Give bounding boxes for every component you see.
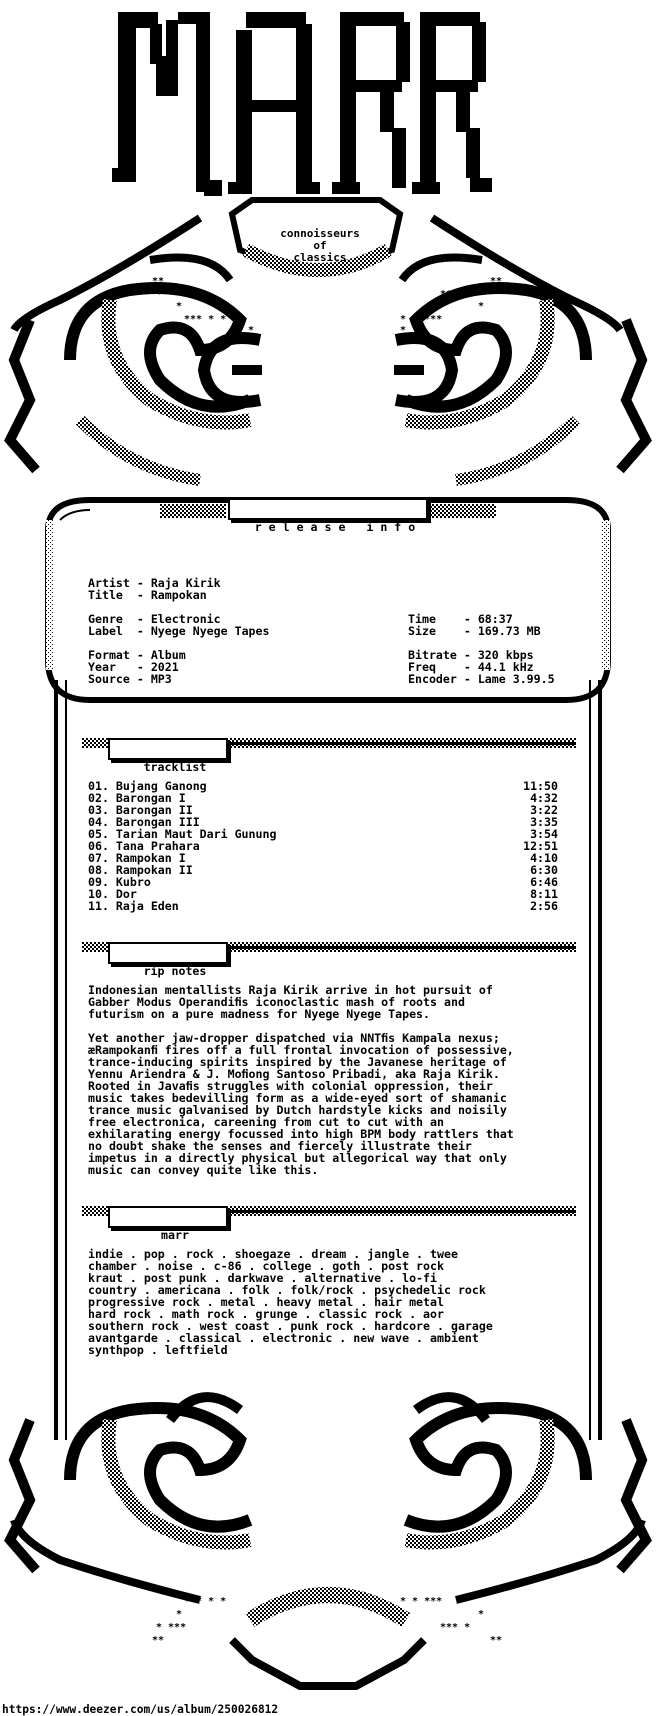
rip-notes-line: trance-inducing spirits inspired by the Javanese heritage of — [88, 1055, 507, 1069]
info-value: 68:37 — [477, 612, 513, 626]
info-value: 44.1 kHz — [477, 660, 534, 674]
track-duration: 2:56 — [530, 899, 558, 913]
track-duration: 3:54 — [530, 827, 558, 841]
genre-line: indie . pop . rock . shoegaze . dream . jangle . twee — [88, 1247, 458, 1261]
svg-text:**: ** — [152, 1635, 165, 1646]
track-title: 05. Tarian Maut Dari Gunung — [88, 827, 277, 841]
track-title: 09. Kubro — [88, 875, 151, 889]
info-value: 169.73 MB — [477, 624, 541, 638]
info-row — [88, 589, 270, 601]
track-title: 01. Bujang Ganong — [88, 779, 207, 793]
track-title: 07. Rampokan I — [88, 851, 186, 865]
track-duration: 3:35 — [530, 815, 558, 829]
info-key: Genre - — [88, 612, 151, 626]
info-row — [88, 673, 270, 685]
info-row — [408, 625, 555, 637]
track-duration: 11:50 — [523, 779, 558, 793]
info-key: Title - — [88, 588, 151, 602]
info-key: Label - — [88, 624, 151, 638]
tracklist-header — [108, 738, 228, 774]
info-key: Time - — [408, 612, 478, 626]
info-key: Artist - — [88, 576, 151, 590]
logo-marr — [112, 12, 492, 196]
genre-line: country . americana . folk . folk/rock . psychedelic rock — [88, 1283, 486, 1297]
rip-notes-line: free electronica, careening from cut to cut with an — [88, 1115, 444, 1129]
genre-line: avantgarde . classical . electronic . new wave . ambient — [88, 1331, 479, 1345]
track-row — [88, 876, 558, 888]
track-duration: 3:22 — [530, 803, 558, 817]
genre-list — [88, 1248, 493, 1356]
info-key: Freq - — [408, 660, 478, 674]
track-title: 02. Barongan I — [88, 791, 186, 805]
rip-notes-line: Rooted in Javaﬁs struggles with colonial oppression, their — [88, 1079, 493, 1093]
marr-header — [108, 1206, 228, 1242]
release-info-header — [228, 498, 428, 534]
rip-notes-line: Indonesian mentallists Raja Kirik arrive in hot pursuit of — [88, 983, 493, 997]
svg-text:*** *: *** * — [440, 1622, 471, 1633]
info-value: Nyege Nyege Tapes — [150, 624, 270, 638]
tagline — [270, 228, 370, 264]
genre-line: hard rock . math rock . grunge . classic rock . aor — [88, 1307, 444, 1321]
track-duration: 4:10 — [530, 851, 558, 865]
track-title: 04. Barongan III — [88, 815, 200, 829]
tagline-line: classics — [293, 251, 347, 264]
rip-notes-line: Yet another jaw-dropper dispatched via NNTﬁs Kampala nexus; — [88, 1031, 500, 1045]
rip-notes-text — [88, 984, 514, 1176]
info-value: 320 kbps — [477, 648, 534, 662]
track-title: 08. Rampokan II — [88, 863, 193, 877]
rip-notes-line: Yennu Ariendra & J. Moﬁong Santoso Pribadi, aka Raja Kirik. — [88, 1067, 500, 1081]
svg-text:*: * — [176, 1609, 183, 1620]
track-duration: 6:46 — [530, 875, 558, 889]
svg-text:* * ***: * * *** — [400, 1596, 443, 1607]
svg-text:**: ** — [490, 276, 503, 287]
svg-text:*: * — [478, 1609, 485, 1620]
svg-text:**: ** — [490, 1635, 503, 1646]
bottom-ornament — [10, 1397, 646, 1686]
track-title: 03. Barongan II — [88, 803, 193, 817]
info-value: Lame 3.99.5 — [477, 672, 555, 686]
svg-text:*: * — [478, 301, 485, 312]
genre-line: kraut . post punk . darkwave . alternative . lo-fi — [88, 1271, 438, 1285]
svg-text:*** * *: *** * * — [184, 314, 227, 325]
info-row — [88, 625, 270, 637]
info-value: Electronic — [150, 612, 221, 626]
rip-notes-header-label: rip notes — [143, 964, 207, 978]
svg-text:*** * *: *** * * — [184, 1596, 227, 1607]
track-row — [88, 864, 558, 876]
svg-text:**: ** — [152, 276, 165, 287]
info-key: Year - — [88, 660, 151, 674]
info-row — [408, 673, 555, 685]
svg-text:* ***: * *** — [156, 289, 187, 300]
rip-notes-line: Gabber Modus Operandiﬁs iconoclastic mash of roots and — [88, 995, 465, 1009]
svg-text:*** *: *** * — [440, 289, 471, 300]
rip-notes-line: no doubt shake the senses and fiercely illustrate their — [88, 1139, 472, 1153]
info-value: Raja Kirik — [150, 576, 221, 590]
info-key: Format - — [88, 648, 151, 662]
track-title: 10. Dor — [88, 887, 137, 901]
rip-notes-header — [108, 942, 228, 978]
rip-notes-line: impetus in a directly physical but allegorical way that only — [88, 1151, 507, 1165]
rip-notes-line: music takes bedevilling form as a wide-eyed sort of shamanic — [88, 1091, 507, 1105]
info-key: Size - — [408, 624, 478, 638]
info-key: Bitrate - — [408, 648, 478, 662]
track-duration: 4:32 — [530, 791, 558, 805]
track-title: 11. Raja Eden — [88, 899, 179, 913]
svg-text:*: * — [176, 301, 183, 312]
track-row — [88, 900, 558, 912]
track-title: 06. Tana Prahara — [88, 839, 200, 853]
marr-header-label: marr — [161, 1228, 189, 1242]
genre-line: progressive rock . metal . heavy metal . hair metal — [88, 1295, 444, 1309]
rip-notes-line: exhilarating energy focussed into high BPM body rattlers that — [88, 1127, 514, 1141]
track-duration: 6:30 — [530, 863, 558, 877]
info-value: Rampokan — [150, 588, 207, 602]
genre-line: synthpop . leftfield — [88, 1343, 228, 1357]
tagline-line: connoisseurs — [280, 227, 360, 240]
source-url[interactable]: https://www.deezer.com/us/album/250026812 — [2, 1703, 279, 1716]
track-duration: 12:51 — [523, 839, 558, 853]
info-value: 2021 — [150, 660, 179, 674]
info-key: Encoder - — [408, 672, 478, 686]
rip-notes-line: music can convey quite like this. — [88, 1163, 319, 1177]
release-info-header-label: r e l e a s e i n f o — [254, 520, 416, 534]
tagline-line: of — [313, 239, 327, 252]
tracklist-header-label: tracklist — [143, 760, 207, 774]
release-info-left — [88, 553, 270, 697]
rip-notes-line: futurism on a pure madness for Nyege Nyege Tapes. — [88, 1007, 431, 1021]
rip-notes-line: æRampokanﬁ fires off a full frontal invocation of possessive, — [88, 1043, 514, 1057]
genre-line: southern rock . west coast . punk rock . hardcore . garage — [88, 1319, 493, 1333]
svg-text:* * ***: * * *** — [400, 314, 443, 325]
info-value: Album — [150, 648, 186, 662]
info-value: MP3 — [150, 672, 172, 686]
svg-text:*: * — [248, 325, 255, 336]
track-duration: 8:11 — [530, 887, 558, 901]
genre-line: chamber . noise . c-86 . college . goth . post rock — [88, 1259, 444, 1273]
info-key: Source - — [88, 672, 151, 686]
rip-notes-line: trance music galvanised by Dutch hardstyle kicks and noisily — [88, 1103, 507, 1117]
svg-text:* ***: * *** — [156, 1622, 187, 1633]
release-info-right — [408, 589, 555, 697]
svg-text:*: * — [400, 325, 407, 336]
